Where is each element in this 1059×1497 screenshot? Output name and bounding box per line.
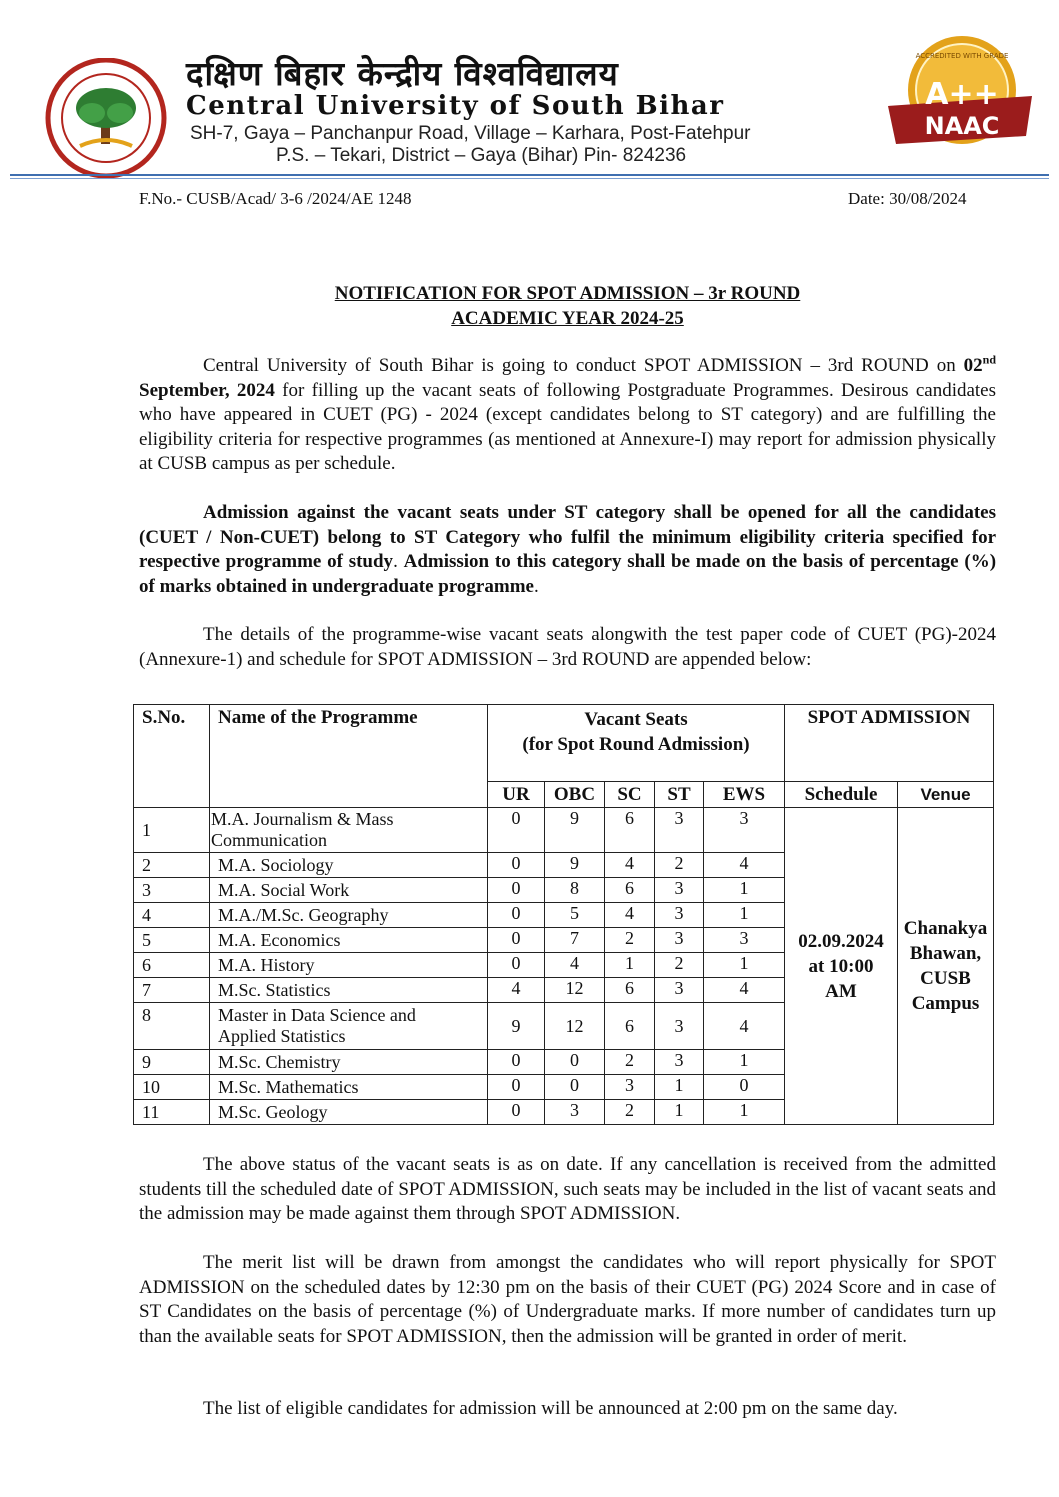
col-header-spot-admission: SPOT ADMISSION bbox=[785, 705, 994, 782]
header-rule-thin bbox=[10, 178, 1049, 179]
naac-grade-text: A++ bbox=[925, 77, 999, 112]
paragraph-status: The above status of the vacant seats is as on date. If any cancellation is received from the admitted students till the scheduled date of SPOT ADMISSION, such seats may be included in the list of vacant seats and the admission may be made against them through SPOT ADMISSION. bbox=[139, 1154, 996, 1224]
paragraph-intro: Central University of South Bihar is going to conduct SPOT ADMISSION – 3rd ROUND on 02nd September, 2024 for filling up the vacant seats of following Postgraduate Programmes. Desirous candidates who have appeared in CUET (PG) - 2024 (except candidates belong to ST category) and are fulfilling the eligibility criteria for respective programmes (as mentioned at Annexure-I) may report for admission physically at CUSB campus as per schedule. bbox=[139, 352, 997, 474]
notice-title: NOTIFICATION FOR SPOT ADMISSION – 3r ROUND bbox=[334, 283, 801, 304]
table-row: 7 M.Sc. Statistics 4 12 6 3 4 bbox=[134, 978, 994, 1003]
address-line-2: P.S. – Tekari, District – Gaya (Bihar) Pin- 824236 bbox=[276, 145, 687, 166]
col-header-sno: S.No. bbox=[134, 705, 210, 808]
university-seal-logo bbox=[44, 58, 168, 178]
table-row: 9 M.Sc. Chemistry 0 0 2 3 1 bbox=[134, 1050, 994, 1075]
naac-label-text: NAAC bbox=[924, 112, 1000, 140]
naac-ribbon-text: ACCREDITED WITH GRADE bbox=[915, 52, 1009, 60]
col-header-st: ST bbox=[655, 782, 704, 808]
table-row: 6 M.A. History 0 4 1 2 1 bbox=[134, 953, 994, 978]
table-row: 3 M.A. Social Work 0 8 6 3 1 bbox=[134, 878, 994, 903]
university-name-hindi: दक्षिण बिहार केन्द्रीय विश्वविद्यालय bbox=[186, 54, 619, 93]
col-header-vacant-seats: Vacant Seats (for Spot Round Admission) bbox=[488, 705, 785, 782]
col-header-schedule: Schedule bbox=[785, 782, 898, 808]
table-row: 1 M.A. Journalism & Mass Communication 0 9 6 3 3 02.09.2024 at 10:00 AM Chanakya Bhawan, CUSB Campus bbox=[134, 808, 994, 853]
table-row: 10 M.Sc. Mathematics 0 0 3 1 0 bbox=[134, 1075, 994, 1100]
col-header-obc: OBC bbox=[545, 782, 605, 808]
notice-subtitle: ACADEMIC YEAR 2024-25 bbox=[451, 308, 684, 329]
table-row: 2 M.A. Sociology 0 9 4 2 4 bbox=[134, 853, 994, 878]
header-rule bbox=[10, 174, 1049, 176]
paragraph-merit-list: The merit list will be drawn from amongst the candidates who will report physically for SPOT ADMISSION on the scheduled dates by 12:30 pm on the basis of their CUET (PG) 2024 Score and in case of ST Candidates on the basis of percentage (%) of Undergraduate marks. If more number of candidates turn up than the available seats for SPOT ADMISSION, then the admission will be granted in order of merit. bbox=[139, 1252, 996, 1347]
col-header-programme: Name of the Programme bbox=[210, 705, 488, 808]
university-name-english: Central University of South Bihar bbox=[186, 91, 725, 121]
col-header-venue: Venue bbox=[898, 782, 994, 808]
schedule-cell: 02.09.2024 at 10:00 AM bbox=[785, 808, 898, 1125]
notice-date: Date: 30/08/2024 bbox=[848, 189, 967, 208]
table-row: 8 Master in Data Science and Applied Statistics 9 12 6 3 4 bbox=[134, 1003, 994, 1050]
paragraph-st-category: Admission against the vacant seats under ST category shall be opened for all the candidates (CUET / Non-CUET) belong to ST Category who fulfil the minimum eligibility criteria specified for respective programme of study. Admission to this category shall be made on the basis of percentage (%) of marks obtained in undergraduate programme. bbox=[139, 502, 997, 597]
file-number: F.No.- CUSB/Acad/ 3-6 /2024/AE 1248 bbox=[139, 189, 412, 208]
paragraph-eligible-list: The list of eligible candidates for admission will be announced at 2:00 pm on the same day. bbox=[203, 1398, 898, 1419]
table-row: 5 M.A. Economics 0 7 2 3 3 bbox=[134, 928, 994, 953]
vacant-seats-table bbox=[133, 704, 994, 1125]
venue-cell: Chanakya Bhawan, CUSB Campus bbox=[898, 808, 994, 1125]
table-row: 4 M.A./M.Sc. Geography 0 5 4 3 1 bbox=[134, 903, 994, 928]
table-row: 11 M.Sc. Geology 0 3 2 1 1 bbox=[134, 1100, 994, 1125]
paragraph-details: The details of the programme-wise vacant seats alongwith the test paper code of CUET (PG)-2024 (Annexure-1) and schedule for SPOT ADMISSION – 3rd ROUND are appended below: bbox=[139, 624, 996, 670]
col-header-sc: SC bbox=[605, 782, 655, 808]
col-header-ews: EWS bbox=[704, 782, 785, 808]
col-header-ur: UR bbox=[488, 782, 545, 808]
naac-badge-logo bbox=[882, 28, 1034, 180]
address-line-1: SH-7, Gaya – Panchanpur Road, Village – Karhara, Post-Fatehpur bbox=[190, 123, 751, 144]
